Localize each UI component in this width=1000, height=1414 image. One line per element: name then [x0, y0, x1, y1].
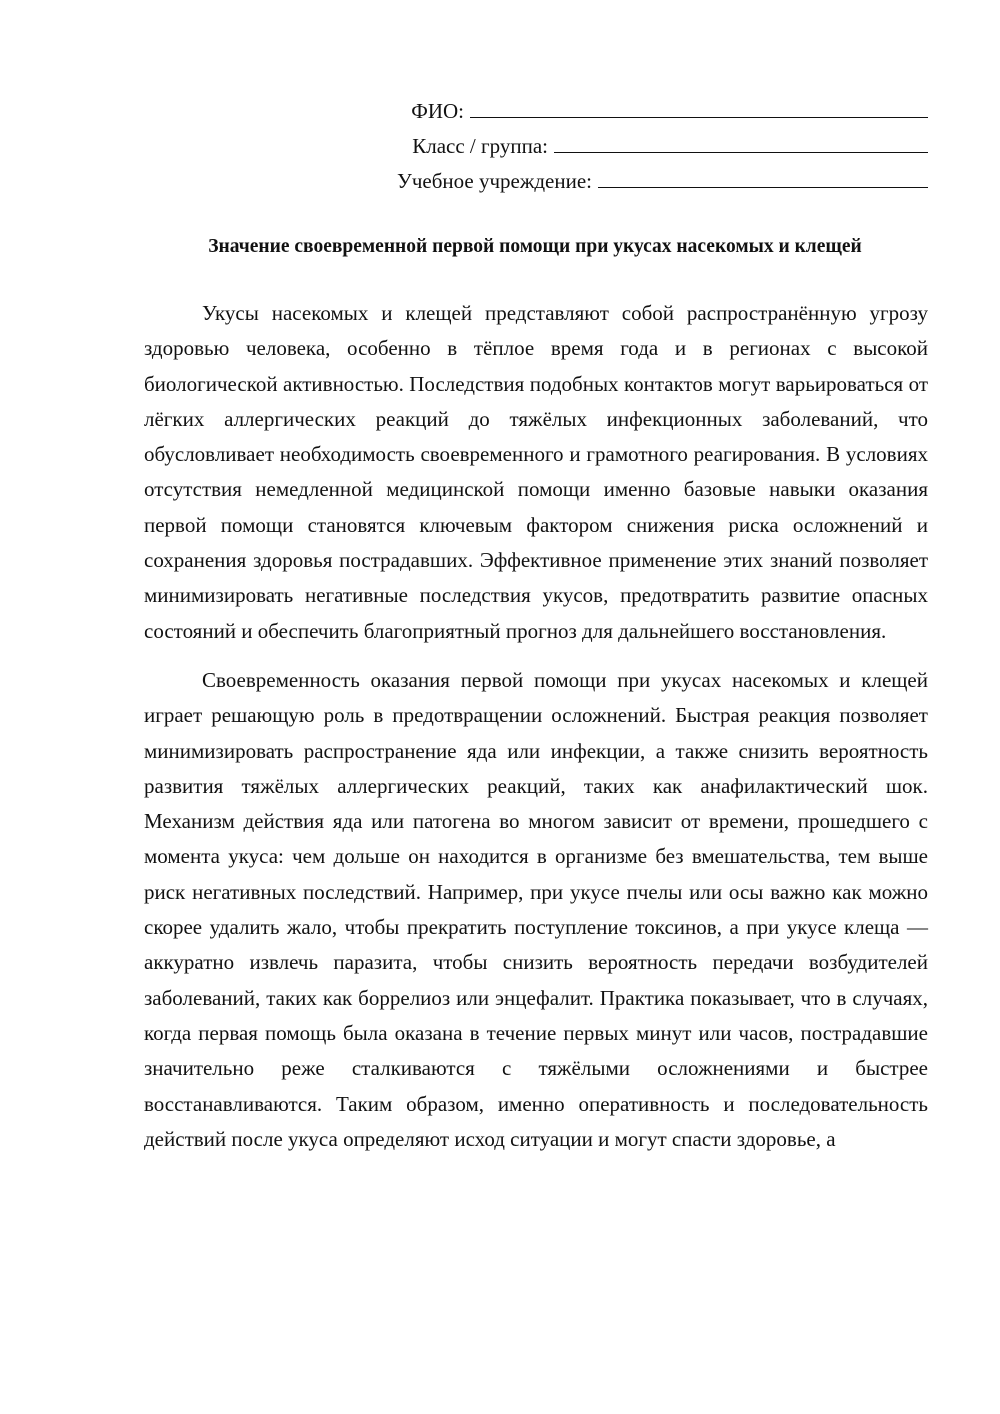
- class-label: Класс / группа:: [412, 134, 548, 158]
- institution-field: [0, 164, 928, 199]
- document-body: [144, 296, 928, 1157]
- class-field: [0, 129, 928, 164]
- class-input-line[interactable]: [554, 130, 928, 153]
- name-field: [0, 94, 928, 129]
- name-label: ФИО:: [411, 99, 464, 123]
- document-title: Значение своевременной первой помощи при укусах насекомых и клещей: [208, 236, 862, 257]
- paragraph-2: Своевременность оказания первой помощи при укусах насекомых и клещей играет решающую роль в предотвращении осложнений. Быстрая реакция позволяет минимизировать распространение яда или инфекции, а также снизить вероятность развития тяжёлых аллергических реакций, таких как анафилактический шок. Механизм действия яда или патогена во многом зависит от времени, прошедшего с момента укуса: чем дольше он находится в организме без вмешательства, тем выше риск негативных последствий. Например, при укусе пчелы или осы важно как можно скорее удалить жало, чтобы прекратить поступление токсинов, а при укусе клеща — аккуратно извлечь паразита, чтобы снизить вероятность передачи возбудителей заболеваний, таких как боррелиоз или энцефалит. Практика показывает, что в случаях, когда первая помощь была оказана в течение первых минут или часов, пострадавшие значительно реже сталкиваются с тяжёлыми осложнениями и быстрее восстанавливаются. Таким образом, именно оперативность и последовательность действий после укуса определяют исход ситуации и могут спасти здоровье, а: [144, 667, 928, 1151]
- name-input-line[interactable]: [470, 95, 928, 118]
- institution-input-line[interactable]: [598, 165, 928, 188]
- institution-label: Учебное учреждение:: [396, 169, 592, 193]
- paragraph-1: Укусы насекомых и клещей представляют собой распространённую угрозу здоровью человека, особенно в тёплое время года и в регионах с высокой биологической активностью. Последствия подобных контактов могут варьироваться от лёгких аллергических реакций до тяжёлых инфекционных заболеваний, что обусловливает необходимость своевременного и грамотного реагирования. В условиях отсутствия немедленной медицинской помощи именно базовые навыки оказания первой помощи становятся ключевым фактором снижения риска осложнений и сохранения здоровья пострадавших. Эффективное применение этих знаний позволяет минимизировать негативные последствия укусов, предотвратить развитие опасных состояний и обеспечить благоприятный прогноз для дальнейшего восстановления.: [144, 301, 928, 643]
- student-info-form: [0, 94, 928, 199]
